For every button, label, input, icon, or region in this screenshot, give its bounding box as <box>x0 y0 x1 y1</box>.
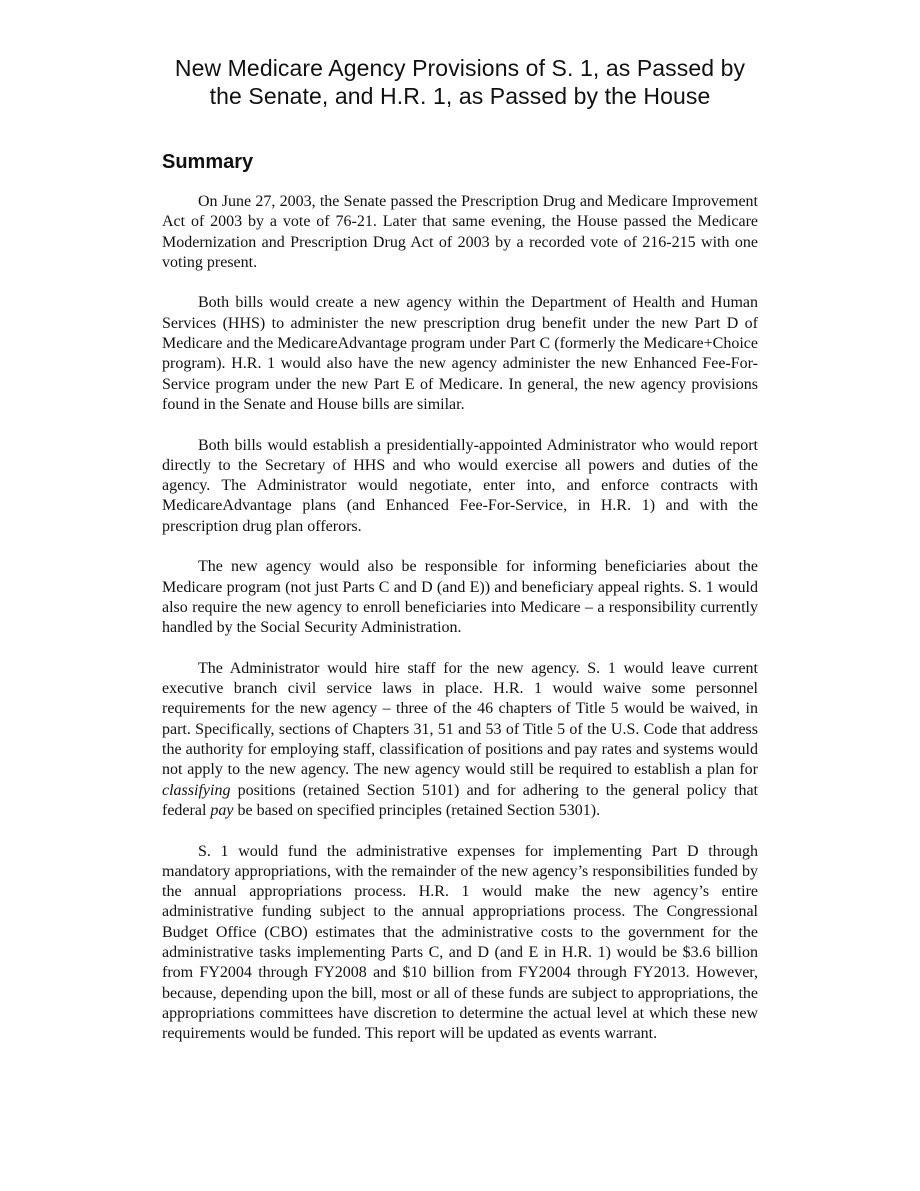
document-page <box>162 54 758 1065</box>
paragraph-3: Both bills would establish a presidentially-appointed Administrator who would report directly to the Secretary of HHS and who would exercise all powers and duties of the agency. The Administrator would negotiate, enter into, and enforce contracts with MedicareAdvantage plans (and Enhanced Fee-For-Service, in H.R. 1) and with the prescription drug plan offerors. <box>162 436 758 535</box>
paragraph-6: S. 1 would fund the administrative expenses for implementing Part D through mandatory appropriations, with the remainder of the new agency’s responsibilities funded by the annual appropriations process. H.R. 1 would make the new agency’s entire administrative funding subject to the annual appropriations process. The Congressional Budget Office (CBO) estimates that the administrative costs to the government for the administrative tasks implementing Parts C, and D (and E in H.R. 1) would be $3.6 billion from FY2004 through FY2008 and $10 billion from FY2004 through FY2013. However, because, depending upon the bill, most or all of these funds are subject to appropriations, the appropriations committees have discretion to determine the actual level at which these new requirements would be funded. This report will be updated as events warrant. <box>162 842 758 1043</box>
paragraph-5 <box>162 659 758 821</box>
paragraph-5-text-c: be based on specified principles (retained Section 5301). <box>233 801 601 819</box>
section-heading-summary: Summary <box>162 151 254 173</box>
paragraph-5-text-a: The Administrator would hire staff for the new agency. S. 1 would leave current executive branch civil service laws in place. H.R. 1 would waive some personnel requirements for the new agency – three of the 46 chapters of Title 5 would be waived, in part. Specifically, sections of Chapters 31, 51 and 53 of Title 5 of the U.S. Code that address the authority for employing staff, classification of positions and pay rates and systems would not apply to the new agency. The new agency would still be required to establish a plan for <box>162 659 758 779</box>
document-title <box>162 54 758 110</box>
title-line-1: New Medicare Agency Provisions of S. 1, as Passed by <box>174 55 746 81</box>
emphasis-classifying: classifying <box>162 781 231 799</box>
emphasis-pay: pay <box>210 801 234 819</box>
title-line-2: the Senate, and H.R. 1, as Passed by the House <box>209 83 711 109</box>
paragraph-5-text-b: positions (retained Section 5101) and for adhering to the general policy that federal <box>162 781 758 819</box>
paragraph-4: The new agency would also be responsible for informing beneficiaries about the Medicare program (not just Parts C and D (and E)) and beneficiary appeal rights. S. 1 would also require the new agency to enroll beneficiaries into Medicare – a responsibility currently handled by the Social Security Administration. <box>162 558 758 637</box>
paragraph-1: On June 27, 2003, the Senate passed the Prescription Drug and Medicare Improvement Act of 2003 by a vote of 76-21. Later that same evening, the House passed the Medicare Modernization and Prescription Drug Act of 2003 by a recorded vote of 216-215 with one voting present. <box>162 193 758 271</box>
paragraph-2: Both bills would create a new agency within the Department of Health and Human Services (HHS) to administer the new prescription drug benefit under the new Part D of Medicare and the MedicareAdvantage program under Part C (formerly the Medicare+Choice program). H.R. 1 would also have the new agency administer the new Enhanced Fee-For-Service program under the new Part E of Medicare. In general, the new agency provisions found in the Senate and House bills are similar. <box>162 294 758 413</box>
